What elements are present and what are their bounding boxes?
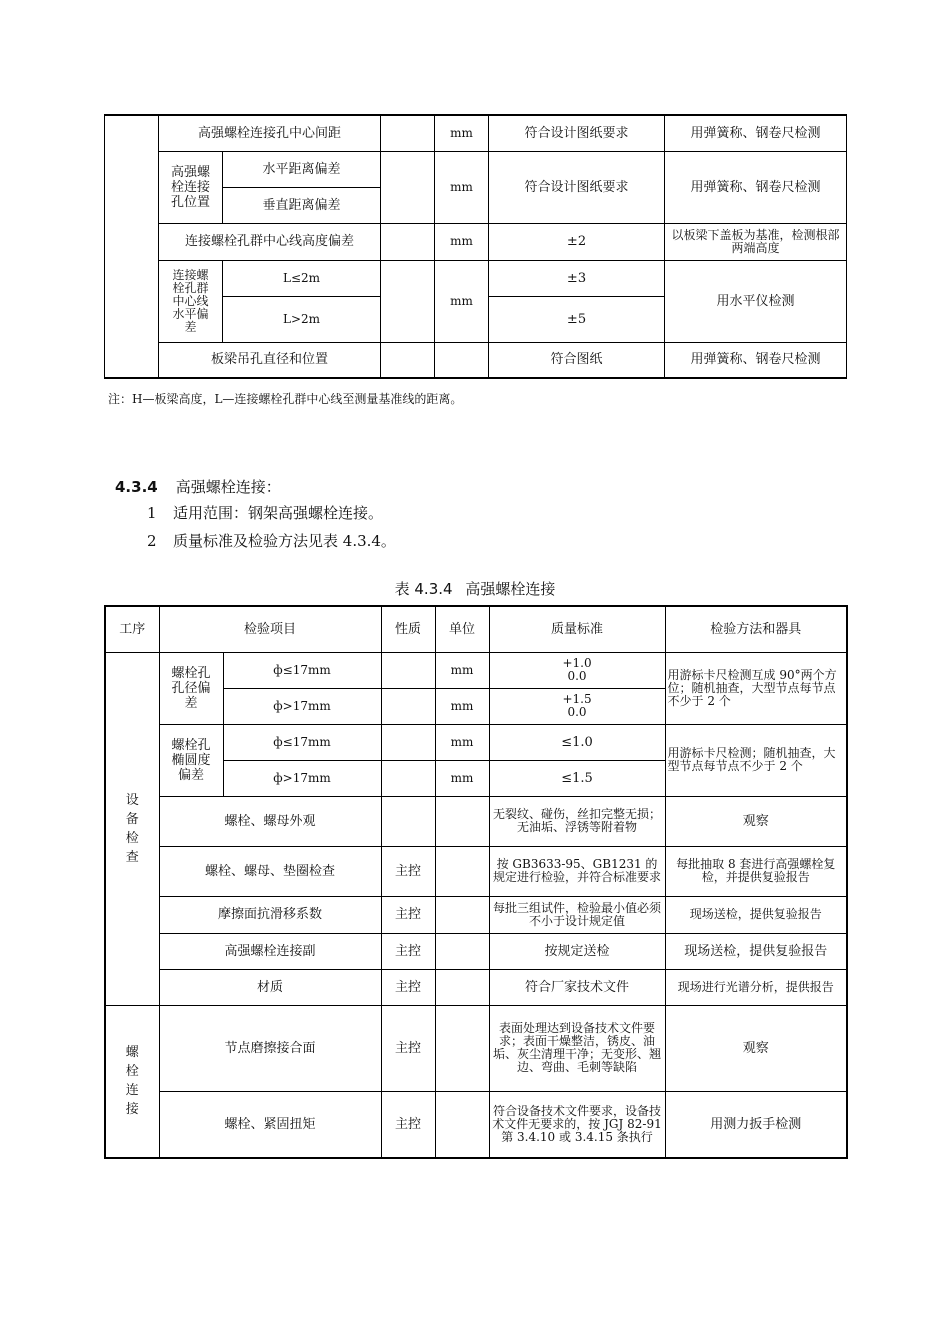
unit-cell	[435, 1005, 489, 1091]
nature-cell	[381, 115, 435, 151]
nature-cell: 主控	[381, 846, 435, 896]
sub-item-cell: L≤2m	[223, 260, 381, 296]
process-group-equipment: 设 备 检 查	[105, 652, 159, 1005]
continued-table	[104, 114, 847, 379]
method-cell: 用弹簧称、钢卷尺检测	[665, 151, 847, 223]
unit-cell: mm	[435, 223, 489, 260]
unit-cell: mm	[435, 724, 489, 760]
unit-cell	[435, 933, 489, 969]
standard-cell: +1.0 0.0	[489, 652, 665, 688]
unit-cell: mm	[435, 688, 489, 724]
caption-title: 高强螺栓连接	[465, 580, 556, 598]
method-cell: 现场送检，提供复验报告	[665, 896, 847, 933]
header-standard: 质量标准	[489, 606, 665, 652]
table-note: 注：H—板梁高度，L—连接螺栓孔群中心线至测量基准线的距离。	[108, 392, 463, 406]
nature-cell: 主控	[381, 1091, 435, 1158]
nature-cell	[381, 151, 435, 223]
standard-cell: 符合厂家技术文件	[489, 969, 665, 1005]
item-cell: 材质	[159, 969, 381, 1005]
method-cell: 用弹簧称、钢卷尺检测	[665, 342, 847, 378]
nature-cell: 主控	[381, 1005, 435, 1091]
list-item-number: 1	[147, 504, 157, 522]
standard-cell: 符合设计图纸要求	[489, 115, 665, 151]
item-cell: 螺栓、螺母外观	[159, 796, 381, 846]
item-cell: 螺栓、紧固扭矩	[159, 1091, 381, 1158]
nature-cell	[381, 760, 435, 796]
sub-item-cell: ф>17mm	[223, 688, 381, 724]
unit-cell	[435, 342, 489, 378]
header-method: 检验方法和器具	[665, 606, 847, 652]
standard-cell: ±2	[489, 223, 665, 260]
header-nature: 性质	[381, 606, 435, 652]
list-item-number: 2	[147, 532, 157, 550]
group-cell: 高强螺 栓连接 孔位置	[159, 151, 223, 223]
unit-cell	[435, 1091, 489, 1158]
unit-cell	[435, 846, 489, 896]
sub-item-cell: L>2m	[223, 296, 381, 342]
method-cell: 现场送检，提供复验报告	[665, 933, 847, 969]
section-title: 高强螺栓连接：	[175, 478, 281, 496]
sub-item-cell: ф>17mm	[223, 760, 381, 796]
item-cell: 摩擦面抗滑移系数	[159, 896, 381, 933]
header-item: 检验项目	[159, 606, 381, 652]
item-cell: 高强螺栓连接孔中心间距	[159, 115, 381, 151]
nature-cell: 主控	[381, 933, 435, 969]
bolt-connection-table	[104, 605, 848, 1159]
method-cell: 用弹簧称、钢卷尺检测	[665, 115, 847, 151]
nature-cell	[381, 688, 435, 724]
sub-item-cell: 水平距离偏差	[223, 151, 381, 187]
standard-cell: 按规定送检	[489, 933, 665, 969]
item-cell: 高强螺栓连接副	[159, 933, 381, 969]
method-cell: 以板梁下盖板为基准，检测根部两端高度	[665, 223, 847, 260]
nature-cell: 主控	[381, 969, 435, 1005]
unit-cell: mm	[435, 260, 489, 342]
caption-label: 表 4.3.4	[394, 580, 453, 598]
nature-cell	[381, 724, 435, 760]
standard-cell: ≤1.5	[489, 760, 665, 796]
item-cell: 板梁吊孔直径和位置	[159, 342, 381, 378]
nature-cell	[381, 796, 435, 846]
header-process: 工序	[105, 606, 159, 652]
nature-cell	[381, 260, 435, 342]
standard-cell: ≤1.0	[489, 724, 665, 760]
nature-cell	[381, 652, 435, 688]
method-cell: 用游标卡尺检测互成 90°两个方位；随机抽查，大型节点每节点不少于 2 个	[665, 652, 847, 724]
list-item-text: 质量标准及检验方法见表 4.3.4。	[173, 532, 396, 550]
method-cell: 用测力扳手检测	[665, 1091, 847, 1158]
standard-cell: 符合图纸	[489, 342, 665, 378]
table-caption	[0, 578, 950, 599]
standard-cell: ±5	[489, 296, 665, 342]
process-group-bolt: 螺 栓 连 接	[105, 1005, 159, 1158]
standard-cell: ±3	[489, 260, 665, 296]
nature-cell	[381, 342, 435, 378]
standard-cell: 按 GB3633-95、GB1231 的规定进行检验，并符合标准要求	[489, 846, 665, 896]
unit-cell: mm	[435, 115, 489, 151]
group-cell: 螺栓孔 孔径偏 差	[159, 652, 223, 724]
standard-cell: 表面处理达到设备技术文件要求；表面干燥整洁，锈皮、油垢、灰尘清理干净；无变形、翘边、弯曲、毛刺等缺陷	[489, 1005, 665, 1091]
sub-item-cell: ф≤17mm	[223, 724, 381, 760]
standard-cell: 符合设计图纸要求	[489, 151, 665, 223]
item-cell: 节点磨擦接合面	[159, 1005, 381, 1091]
nature-cell	[381, 223, 435, 260]
header-unit: 单位	[435, 606, 489, 652]
section-heading	[115, 476, 281, 497]
nature-cell: 主控	[381, 896, 435, 933]
process-cell	[105, 115, 159, 378]
method-cell: 每批抽取 8 套进行高强螺栓复检，并提供复验报告	[665, 846, 847, 896]
method-cell: 用水平仪检测	[665, 260, 847, 342]
method-cell: 观察	[665, 1005, 847, 1091]
standard-cell: +1.5 0.0	[489, 688, 665, 724]
sub-item-cell: ф≤17mm	[223, 652, 381, 688]
unit-cell	[435, 969, 489, 1005]
method-cell: 用游标卡尺检测；随机抽查，大型节点每节点不少于 2 个	[665, 724, 847, 796]
standard-cell: 符合设备技术文件要求，设备技术文件无要求的，按 JGJ 82-91 第 3.4.10 或 3.4.15 条执行	[489, 1091, 665, 1158]
unit-cell	[435, 796, 489, 846]
method-cell: 观察	[665, 796, 847, 846]
unit-cell: mm	[435, 760, 489, 796]
section-number: 4.3.4	[115, 478, 158, 496]
standard-cell: 每批三组试件，检验最小值必须不小于设计规定值	[489, 896, 665, 933]
unit-cell	[435, 896, 489, 933]
list-item	[147, 502, 383, 523]
item-cell: 连接螺栓孔群中心线高度偏差	[159, 223, 381, 260]
group-cell: 连接螺 栓孔群 中心线 水平偏 差	[159, 260, 223, 342]
item-cell: 螺栓、螺母、垫圈检查	[159, 846, 381, 896]
unit-cell: mm	[435, 151, 489, 223]
unit-cell: mm	[435, 652, 489, 688]
group-cell: 螺栓孔 椭圆度 偏差	[159, 724, 223, 796]
method-cell: 现场进行光谱分析，提供报告	[665, 969, 847, 1005]
list-item	[147, 530, 396, 551]
standard-cell: 无裂纹、碰伤，丝扣完整无损；无油垢、浮锈等附着物	[489, 796, 665, 846]
sub-item-cell: 垂直距离偏差	[223, 187, 381, 223]
list-item-text: 适用范围：钢架高强螺栓连接。	[173, 504, 384, 522]
